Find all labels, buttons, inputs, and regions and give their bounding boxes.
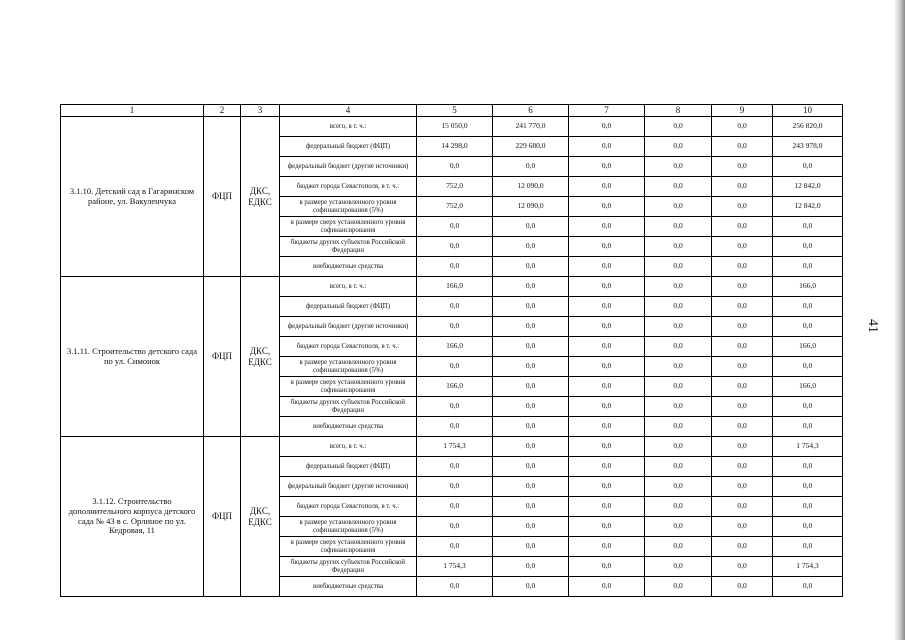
amount-cell: 0,0 bbox=[569, 477, 645, 497]
amount-cell: 0,0 bbox=[417, 457, 493, 477]
amount-cell: 12 090,0 bbox=[493, 177, 569, 197]
amount-cell: 0,0 bbox=[712, 117, 773, 137]
funding-source-label: в размере сверх установленного уровня софинансирования bbox=[280, 377, 417, 397]
amount-cell: 243 978,0 bbox=[773, 137, 843, 157]
amount-cell: 166,0 bbox=[773, 277, 843, 297]
amount-cell: 0,0 bbox=[773, 317, 843, 337]
amount-cell: 0,0 bbox=[712, 237, 773, 257]
amount-cell: 0,0 bbox=[645, 377, 712, 397]
funding-source-label: федеральный бюджет (ФЦП) bbox=[280, 137, 417, 157]
amount-cell: 0,0 bbox=[569, 117, 645, 137]
amount-cell: 0,0 bbox=[493, 277, 569, 297]
amount-cell: 256 820,0 bbox=[773, 117, 843, 137]
amount-cell: 0,0 bbox=[569, 317, 645, 337]
amount-cell: 0,0 bbox=[569, 377, 645, 397]
amount-cell: 0,0 bbox=[773, 297, 843, 317]
amount-cell: 0,0 bbox=[569, 277, 645, 297]
amount-cell: 0,0 bbox=[712, 337, 773, 357]
amount-cell: 241 770,0 bbox=[493, 117, 569, 137]
amount-cell: 0,0 bbox=[569, 197, 645, 217]
amount-cell: 0,0 bbox=[569, 417, 645, 437]
amount-cell: 0,0 bbox=[417, 477, 493, 497]
amount-cell: 0,0 bbox=[645, 117, 712, 137]
amount-cell: 0,0 bbox=[645, 577, 712, 597]
amount-cell: 0,0 bbox=[773, 237, 843, 257]
amount-cell: 0,0 bbox=[493, 537, 569, 557]
amount-cell: 0,0 bbox=[493, 317, 569, 337]
funding-source-label: внебюджетные средства bbox=[280, 577, 417, 597]
amount-cell: 0,0 bbox=[569, 217, 645, 237]
amount-cell: 0,0 bbox=[645, 417, 712, 437]
amount-cell: 0,0 bbox=[493, 337, 569, 357]
amount-cell: 0,0 bbox=[493, 157, 569, 177]
header-cell: 3 bbox=[241, 105, 280, 117]
amount-cell: 0,0 bbox=[569, 577, 645, 597]
amount-cell: 0,0 bbox=[569, 457, 645, 477]
amount-cell: 0,0 bbox=[645, 537, 712, 557]
amount-cell: 0,0 bbox=[645, 257, 712, 277]
amount-cell: 0,0 bbox=[712, 377, 773, 397]
amount-cell: 0,0 bbox=[645, 477, 712, 497]
amount-cell: 0,0 bbox=[417, 537, 493, 557]
amount-cell: 0,0 bbox=[712, 317, 773, 337]
amount-cell: 0,0 bbox=[712, 517, 773, 537]
amount-cell: 0,0 bbox=[773, 157, 843, 177]
funding-source-label: всего, в т. ч.: bbox=[280, 117, 417, 137]
funding-source-label: бюджет города Севастополя, в т. ч.: bbox=[280, 497, 417, 517]
amount-cell: 0,0 bbox=[569, 557, 645, 577]
amount-cell: 0,0 bbox=[417, 257, 493, 277]
amount-cell: 0,0 bbox=[712, 197, 773, 217]
funding-program-cell: ФЦП bbox=[204, 117, 241, 277]
amount-cell: 0,0 bbox=[773, 537, 843, 557]
amount-cell: 0,0 bbox=[569, 497, 645, 517]
funding-source-label: бюджет города Севастополя, в т. ч.: bbox=[280, 337, 417, 357]
amount-cell: 0,0 bbox=[645, 317, 712, 337]
amount-cell: 0,0 bbox=[712, 157, 773, 177]
funding-source-label: в размере установленного уровня софинансирования (5%) bbox=[280, 197, 417, 217]
amount-cell: 0,0 bbox=[712, 217, 773, 237]
amount-cell: 0,0 bbox=[773, 477, 843, 497]
budget-table-body bbox=[61, 105, 843, 597]
funding-source-label: всего, в т. ч.: bbox=[280, 437, 417, 457]
amount-cell: 0,0 bbox=[417, 577, 493, 597]
amount-cell: 0,0 bbox=[645, 457, 712, 477]
funding-source-label: бюджеты других субъектов Российской Федерации bbox=[280, 397, 417, 417]
amount-cell: 0,0 bbox=[773, 257, 843, 277]
amount-cell: 0,0 bbox=[493, 437, 569, 457]
amount-cell: 0,0 bbox=[569, 537, 645, 557]
amount-cell: 0,0 bbox=[712, 357, 773, 377]
amount-cell: 0,0 bbox=[569, 257, 645, 277]
header-cell: 8 bbox=[645, 105, 712, 117]
table-row bbox=[61, 437, 843, 457]
amount-cell: 0,0 bbox=[493, 497, 569, 517]
amount-cell: 0,0 bbox=[712, 537, 773, 557]
amount-cell: 0,0 bbox=[773, 457, 843, 477]
amount-cell: 0,0 bbox=[493, 517, 569, 537]
amount-cell: 0,0 bbox=[417, 497, 493, 517]
amount-cell: 0,0 bbox=[493, 257, 569, 277]
amount-cell: 0,0 bbox=[569, 337, 645, 357]
amount-cell: 0,0 bbox=[569, 517, 645, 537]
amount-cell: 0,0 bbox=[569, 357, 645, 377]
funding-source-label: бюджеты других субъектов Российской Федерации bbox=[280, 237, 417, 257]
funding-source-label: всего, в т. ч.: bbox=[280, 277, 417, 297]
amount-cell: 0,0 bbox=[493, 237, 569, 257]
amount-cell: 166,0 bbox=[417, 337, 493, 357]
amount-cell: 166,0 bbox=[773, 337, 843, 357]
funding-program-cell: ФЦП bbox=[204, 277, 241, 437]
amount-cell: 752,0 bbox=[417, 177, 493, 197]
funding-source-label: бюджет города Севастополя, в т. ч.: bbox=[280, 177, 417, 197]
funding-source-label: бюджеты других субъектов Российской Федерации bbox=[280, 557, 417, 577]
amount-cell: 1 754,3 bbox=[773, 557, 843, 577]
amount-cell: 0,0 bbox=[712, 397, 773, 417]
amount-cell: 0,0 bbox=[569, 137, 645, 157]
amount-cell: 0,0 bbox=[569, 297, 645, 317]
amount-cell: 0,0 bbox=[569, 437, 645, 457]
amount-cell: 0,0 bbox=[645, 557, 712, 577]
funding-source-label: в размере установленного уровня софинансирования (5%) bbox=[280, 357, 417, 377]
table-row bbox=[61, 277, 843, 297]
project-name-cell: 3.1.10. Детский сад в Гагаринском районе, ул. Вакуленчука bbox=[61, 117, 204, 277]
amount-cell: 0,0 bbox=[712, 137, 773, 157]
funding-source-label: в размере установленного уровня софинансирования (5%) bbox=[280, 517, 417, 537]
amount-cell: 0,0 bbox=[493, 577, 569, 597]
header-cell: 7 bbox=[569, 105, 645, 117]
budget-table bbox=[60, 104, 843, 597]
amount-cell: 0,0 bbox=[493, 477, 569, 497]
amount-cell: 12 842,0 bbox=[773, 177, 843, 197]
amount-cell: 0,0 bbox=[645, 277, 712, 297]
amount-cell: 0,0 bbox=[417, 357, 493, 377]
project-name-cell: 3.1.12. Строительство дополнительного корпуса детского сада № 43 в с. Орлиное по ул. Кедровая, 11 bbox=[61, 437, 204, 597]
header-cell: 4 bbox=[280, 105, 417, 117]
amount-cell: 0,0 bbox=[417, 517, 493, 537]
amount-cell: 0,0 bbox=[417, 297, 493, 317]
header-cell: 6 bbox=[493, 105, 569, 117]
amount-cell: 0,0 bbox=[712, 437, 773, 457]
amount-cell: 0,0 bbox=[712, 577, 773, 597]
amount-cell: 0,0 bbox=[569, 177, 645, 197]
amount-cell: 0,0 bbox=[645, 357, 712, 377]
amount-cell: 12 842,0 bbox=[773, 197, 843, 217]
amount-cell: 0,0 bbox=[645, 197, 712, 217]
page-edge-shadow bbox=[895, 0, 905, 640]
amount-cell: 1 754,3 bbox=[773, 437, 843, 457]
amount-cell: 0,0 bbox=[773, 517, 843, 537]
executor-cell: ДКС, ЕДКС bbox=[241, 437, 280, 597]
header-cell: 1 bbox=[61, 105, 204, 117]
funding-source-label: в размере сверх установленного уровня софинансирования bbox=[280, 537, 417, 557]
amount-cell: 0,0 bbox=[493, 297, 569, 317]
amount-cell: 0,0 bbox=[712, 277, 773, 297]
page-number: 41 bbox=[865, 319, 880, 333]
amount-cell: 0,0 bbox=[712, 417, 773, 437]
amount-cell: 0,0 bbox=[712, 257, 773, 277]
amount-cell: 0,0 bbox=[712, 477, 773, 497]
amount-cell: 0,0 bbox=[645, 237, 712, 257]
amount-cell: 166,0 bbox=[417, 377, 493, 397]
amount-cell: 0,0 bbox=[773, 497, 843, 517]
header-row bbox=[61, 105, 843, 117]
amount-cell: 0,0 bbox=[645, 517, 712, 537]
amount-cell: 0,0 bbox=[493, 377, 569, 397]
amount-cell: 0,0 bbox=[712, 457, 773, 477]
amount-cell: 0,0 bbox=[712, 557, 773, 577]
amount-cell: 0,0 bbox=[645, 337, 712, 357]
amount-cell: 0,0 bbox=[569, 397, 645, 417]
amount-cell: 0,0 bbox=[773, 577, 843, 597]
amount-cell: 0,0 bbox=[417, 397, 493, 417]
amount-cell: 0,0 bbox=[712, 297, 773, 317]
project-name-cell: 3.1.11. Строительство детского сада по ул. Симонок bbox=[61, 277, 204, 437]
amount-cell: 0,0 bbox=[417, 217, 493, 237]
amount-cell: 166,0 bbox=[773, 377, 843, 397]
funding-source-label: федеральный бюджет (другие источники) bbox=[280, 157, 417, 177]
amount-cell: 0,0 bbox=[773, 217, 843, 237]
funding-source-label: в размере сверх установленного уровня софинансирования bbox=[280, 217, 417, 237]
amount-cell: 0,0 bbox=[493, 217, 569, 237]
amount-cell: 0,0 bbox=[493, 397, 569, 417]
header-cell: 9 bbox=[712, 105, 773, 117]
amount-cell: 12 090,0 bbox=[493, 197, 569, 217]
amount-cell: 15 050,0 bbox=[417, 117, 493, 137]
amount-cell: 0,0 bbox=[773, 357, 843, 377]
amount-cell: 0,0 bbox=[645, 157, 712, 177]
amount-cell: 0,0 bbox=[417, 317, 493, 337]
amount-cell: 0,0 bbox=[417, 157, 493, 177]
amount-cell: 0,0 bbox=[417, 417, 493, 437]
header-cell: 10 bbox=[773, 105, 843, 117]
amount-cell: 14 298,0 bbox=[417, 137, 493, 157]
amount-cell: 0,0 bbox=[493, 357, 569, 377]
amount-cell: 0,0 bbox=[569, 157, 645, 177]
funding-source-label: федеральный бюджет (ФЦП) bbox=[280, 457, 417, 477]
amount-cell: 752,0 bbox=[417, 197, 493, 217]
amount-cell: 0,0 bbox=[773, 417, 843, 437]
amount-cell: 0,0 bbox=[712, 497, 773, 517]
amount-cell: 0,0 bbox=[712, 177, 773, 197]
amount-cell: 0,0 bbox=[493, 557, 569, 577]
amount-cell: 0,0 bbox=[645, 177, 712, 197]
table-row bbox=[61, 117, 843, 137]
amount-cell: 1 754,3 bbox=[417, 557, 493, 577]
amount-cell: 0,0 bbox=[773, 397, 843, 417]
amount-cell: 0,0 bbox=[645, 137, 712, 157]
funding-source-label: внебюджетные средства bbox=[280, 417, 417, 437]
amount-cell: 166,0 bbox=[417, 277, 493, 297]
funding-source-label: федеральный бюджет (другие источники) bbox=[280, 317, 417, 337]
header-cell: 2 bbox=[204, 105, 241, 117]
amount-cell: 0,0 bbox=[417, 237, 493, 257]
executor-cell: ДКС, ЕДКС bbox=[241, 277, 280, 437]
funding-program-cell: ФЦП bbox=[204, 437, 241, 597]
amount-cell: 1 754,3 bbox=[417, 437, 493, 457]
funding-source-label: федеральный бюджет (ФЦП) bbox=[280, 297, 417, 317]
funding-source-label: федеральный бюджет (другие источники) bbox=[280, 477, 417, 497]
amount-cell: 229 680,0 bbox=[493, 137, 569, 157]
amount-cell: 0,0 bbox=[645, 437, 712, 457]
amount-cell: 0,0 bbox=[569, 237, 645, 257]
amount-cell: 0,0 bbox=[493, 457, 569, 477]
amount-cell: 0,0 bbox=[645, 497, 712, 517]
amount-cell: 0,0 bbox=[493, 417, 569, 437]
amount-cell: 0,0 bbox=[645, 297, 712, 317]
funding-source-label: внебюджетные средства bbox=[280, 257, 417, 277]
amount-cell: 0,0 bbox=[645, 217, 712, 237]
executor-cell: ДКС, ЕДКС bbox=[241, 117, 280, 277]
amount-cell: 0,0 bbox=[645, 397, 712, 417]
header-cell: 5 bbox=[417, 105, 493, 117]
